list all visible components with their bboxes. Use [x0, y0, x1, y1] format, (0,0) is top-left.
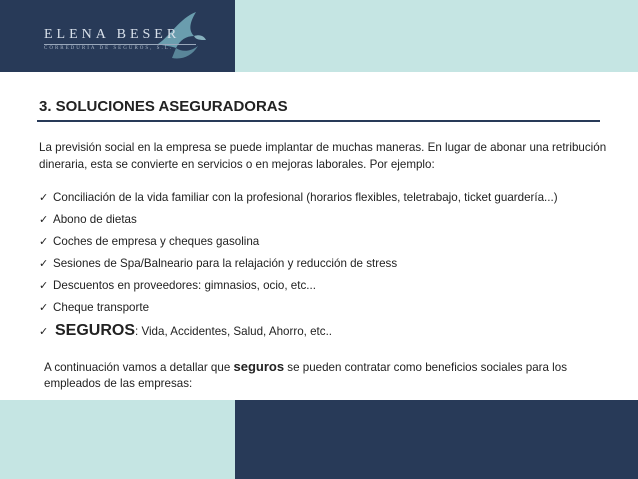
slide-footer	[0, 400, 638, 479]
checkmark-icon: ✓	[39, 326, 49, 338]
list-item-text: Descuentos en proveedores: gimnasios, ocio, etc...	[53, 278, 316, 292]
list-item	[39, 252, 558, 274]
checkmark-icon: ✓	[39, 301, 49, 314]
slide-title: 3. SOLUCIONES ASEGURADORAS	[39, 98, 288, 115]
list-item-text: Coches de empresa y cheques gasolina	[53, 234, 260, 248]
checkmark-icon: ✓	[39, 279, 49, 292]
list-item	[39, 208, 558, 230]
outro-text-end: se pueden contratar como beneficios sociales para los empleados de las empresas:	[44, 361, 567, 390]
checkmark-icon: ✓	[39, 191, 49, 204]
outro-text-start: A continuación vamos a detallar que	[44, 361, 234, 374]
benefits-list	[39, 186, 558, 318]
list-item-text: Abono de dietas	[53, 212, 137, 226]
list-item	[39, 230, 558, 252]
outro-bold-word: seguros	[233, 359, 285, 374]
list-item	[39, 296, 558, 318]
checkmark-icon: ✓	[39, 257, 49, 270]
seguros-label: SEGUROS	[55, 322, 136, 339]
seguros-item	[39, 322, 332, 340]
list-item	[39, 274, 558, 296]
slide-header	[0, 0, 638, 72]
intro-paragraph: La previsión social en la empresa se puede implantar de muchas maneras. En lugar de abonar una retribución dineraria, esta se convierte en servicios o en mejoras laborales. Por ejemplo:	[39, 141, 607, 171]
seguros-detail: : Vida, Accidentes, Salud, Ahorro, etc..	[135, 325, 333, 338]
footer-teal-panel	[0, 400, 235, 479]
logo-name: ELENA BESER	[44, 27, 181, 42]
checkmark-icon: ✓	[39, 213, 49, 226]
title-underline	[37, 120, 600, 122]
footer-navy-panel	[235, 400, 638, 479]
list-item-text: Cheque transporte	[53, 300, 150, 314]
header-teal-panel	[235, 0, 638, 72]
list-item-text: Sesiones de Spa/Balneario para la relajación y reducción de stress	[53, 256, 398, 270]
list-item-text: Conciliación de la vida familiar con la profesional (horarios flexibles, teletrabajo, ticket guardería...)	[53, 190, 558, 204]
checkmark-icon: ✓	[39, 235, 49, 248]
logo-subtitle: CORREDURÍA DE SEGUROS, S.L.	[44, 46, 174, 51]
list-item	[39, 186, 558, 208]
logo-divider	[44, 44, 196, 45]
outro-paragraph	[44, 359, 604, 392]
